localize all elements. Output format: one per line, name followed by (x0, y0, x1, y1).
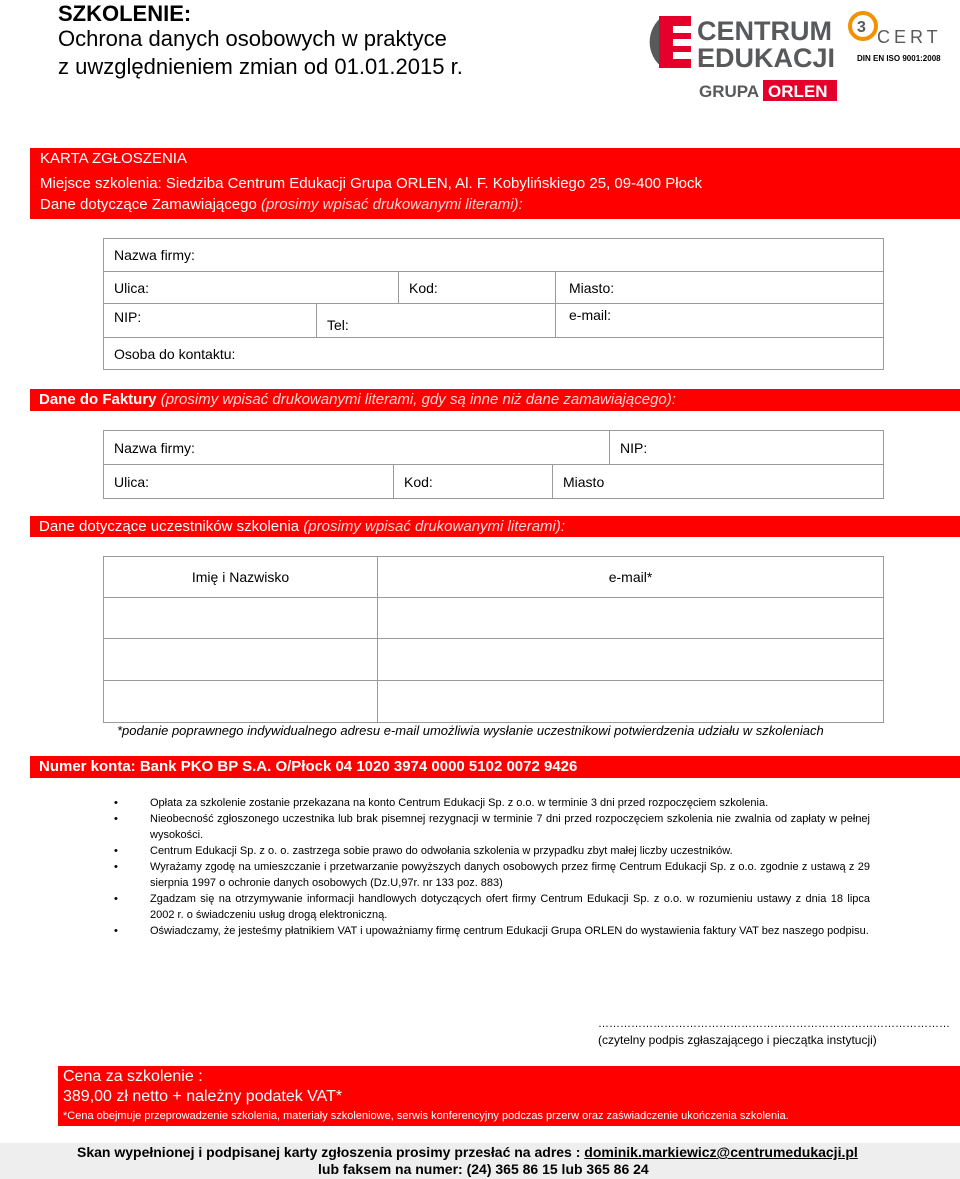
orderer-contact-field[interactable] (103, 337, 884, 370)
orderer-company-label: Nazwa firmy: (114, 247, 195, 263)
bank-account-band: Numer konta: Bank PKO BP S.A. O/Płock 04 1020 3974 0000 5102 0072 9426 (30, 756, 960, 778)
price-label: Cena za szkolenie : (63, 1068, 203, 1085)
training-place: Miejsce szkolenia: Siedziba Centrum Edukacji Grupa ORLEN, Al. F. Kobylińskiego 25, 09-400 Płock (40, 175, 702, 192)
orderer-street-label: Ulica: (114, 279, 150, 296)
cert-label: CERT (877, 27, 942, 47)
term-item: • Opłata za szkolenie zostanie przekazana na konto Centrum Edukacji Sp. z o.o. w terminie 3 dni przed rozpoczęciem szkolenia. (150, 795, 870, 811)
participants-section-band (30, 516, 960, 537)
course-title-line-2: z uwzględnieniem zmian od 01.01.2015 r. (58, 54, 463, 79)
participant-1-email-field[interactable] (377, 597, 884, 639)
participant-1-name-field[interactable] (103, 597, 378, 639)
document-title: SZKOLENIE: (58, 1, 192, 26)
orderer-city-field[interactable] (555, 271, 884, 304)
fax-numbers: lub faksem na numer: (24) 365 86 15 lub 365 86 24 (318, 1161, 649, 1177)
submission-text: Skan wypełnionej i podpisanej karty zgłoszenia prosimy przesłać na adres : (77, 1144, 581, 1160)
centrum-edukacji-logo (625, 10, 945, 105)
registration-card-title: KARTA ZGŁOSZENIA (40, 150, 187, 167)
orderer-tel-field[interactable] (316, 303, 556, 338)
orderer-nip-label: NIP: (114, 309, 142, 325)
invoice-code-label: Kod: (404, 473, 433, 490)
logo-group-name: ORLEN (768, 82, 828, 101)
orderer-company-field[interactable] (103, 238, 884, 272)
submission-instructions (77, 1144, 858, 1160)
orderer-nip-field[interactable] (103, 303, 317, 338)
cert-digit: 3 (857, 19, 866, 36)
orderer-email-field[interactable] (555, 303, 884, 338)
logo-group-prefix: GRUPA (699, 82, 760, 101)
invoice-nip-label: NIP: (620, 439, 648, 456)
invoice-code-field[interactable] (393, 464, 553, 499)
participants-hint: (prosimy wpisać drukowanymi literami): (303, 518, 566, 535)
invoice-street-field[interactable] (103, 464, 394, 499)
invoice-street-label: Ulica: (114, 473, 150, 490)
registration-card-band (30, 148, 960, 219)
participants-name-header (103, 556, 378, 598)
invoice-heading: Dane do Faktury (39, 391, 157, 408)
logo-brand-line-1: CENTRUM (697, 16, 832, 46)
term-item: • Nieobecność zgłoszonego uczestnika lub brak pisemnej rezygnacji w terminie 7 dni przed rozpoczęciem szkolenia nie zwalnia od zapłaty w pełnej wysokości. (150, 811, 870, 843)
orderer-code-field[interactable] (398, 271, 556, 304)
logo-brand-line-2: EDUKACJI (697, 43, 836, 73)
orderer-heading-text: Dane dotyczące Zamawiającego (40, 196, 257, 213)
participant-2-email-field[interactable] (377, 638, 884, 681)
submission-email-link[interactable]: dominik.markiewicz@centrumedukacji.pl (584, 1144, 858, 1160)
participant-3-email-field[interactable] (377, 680, 884, 723)
orderer-heading-hint: (prosimy wpisać drukowanymi literami): (260, 196, 523, 213)
orderer-email-label: e-mail: (569, 307, 612, 323)
iso-label: DIN EN ISO 9001:2008 (857, 54, 941, 63)
participants-email-header (377, 556, 884, 598)
course-title-line-1: Ochrona danych osobowych w praktyce (58, 26, 447, 51)
email-column-label: e-mail* (608, 569, 653, 585)
invoice-company-field[interactable] (103, 430, 610, 465)
orderer-city-label: Miasto: (569, 279, 615, 296)
terms-list (150, 795, 870, 939)
orderer-section-heading (40, 196, 523, 214)
term-item: • Zgadzam się na otrzymywanie informacji handlowych dotyczących ofert firmy Centrum Edukacji Sp. z o.o. w rozumieniu ustawy z dnia 18 lipca 2002 r. o świadczeniu usług drogą elektroniczną. (150, 891, 870, 923)
signature-line: …………………………………………………………………………………… (598, 1018, 950, 1030)
name-column-label: Imię i Nazwisko (191, 569, 290, 585)
orderer-code-label: Kod: (409, 279, 438, 296)
price-note: *Cena obejmuje przeprowadzenie szkolenia, materiały szkoleniowe, serwis konferencyjny podczas przerw oraz zaświadczenie ukończenia szkolenia. (63, 1110, 789, 1122)
logo-graphic (625, 10, 945, 105)
term-item: • Oświadczamy, że jesteśmy płatnikiem VAT i upoważniamy firmę centrum Edukacji Grupa ORLEN do wystawienia faktury VAT bez naszego podpisu. (150, 923, 870, 939)
orderer-tel-label: Tel: (327, 317, 349, 333)
price-band (58, 1066, 960, 1126)
email-footnote: *podanie poprawnego indywidualnego adresu e-mail umożliwia wysłanie uczestnikowi potwierdzenia udziału w szkoleniach (117, 723, 824, 738)
participants-heading: Dane dotyczące uczestników szkolenia (39, 518, 300, 535)
invoice-city-field[interactable] (552, 464, 884, 499)
orderer-contact-label: Osoba do kontaktu: (114, 345, 236, 362)
signature-caption: (czytelny podpis zgłaszającego i pieczątka instytucji) (598, 1033, 877, 1047)
invoice-company-label: Nazwa firmy: (114, 439, 195, 456)
participant-2-name-field[interactable] (103, 638, 378, 681)
submission-footer (0, 1143, 960, 1179)
invoice-city-label: Miasto (563, 473, 605, 490)
orderer-street-field[interactable] (103, 271, 399, 304)
invoice-section-band (30, 389, 960, 411)
participant-3-name-field[interactable] (103, 680, 378, 723)
term-item: • Centrum Edukacji Sp. z o. o. zastrzega sobie prawo do odwołania szkolenia w przypadku zbyt małej liczby uczestników. (150, 843, 870, 859)
price-value: 389,00 zł netto + należny podatek VAT* (63, 1088, 343, 1105)
term-item: • Wyrażamy zgodę na umieszczanie i przetwarzanie powyższych danych osobowych przez firmę Centrum Edukacji Sp. z o.o. zgodnie z ustawą z 29 sierpnia 1997 o ochronie danych osobowych (Dz.U,97r. nr 133 poz. 883) (150, 859, 870, 891)
invoice-nip-field[interactable] (609, 430, 884, 465)
invoice-hint: (prosimy wpisać drukowanymi literami, gdy są inne niż dane zamawiającego): (160, 391, 676, 408)
